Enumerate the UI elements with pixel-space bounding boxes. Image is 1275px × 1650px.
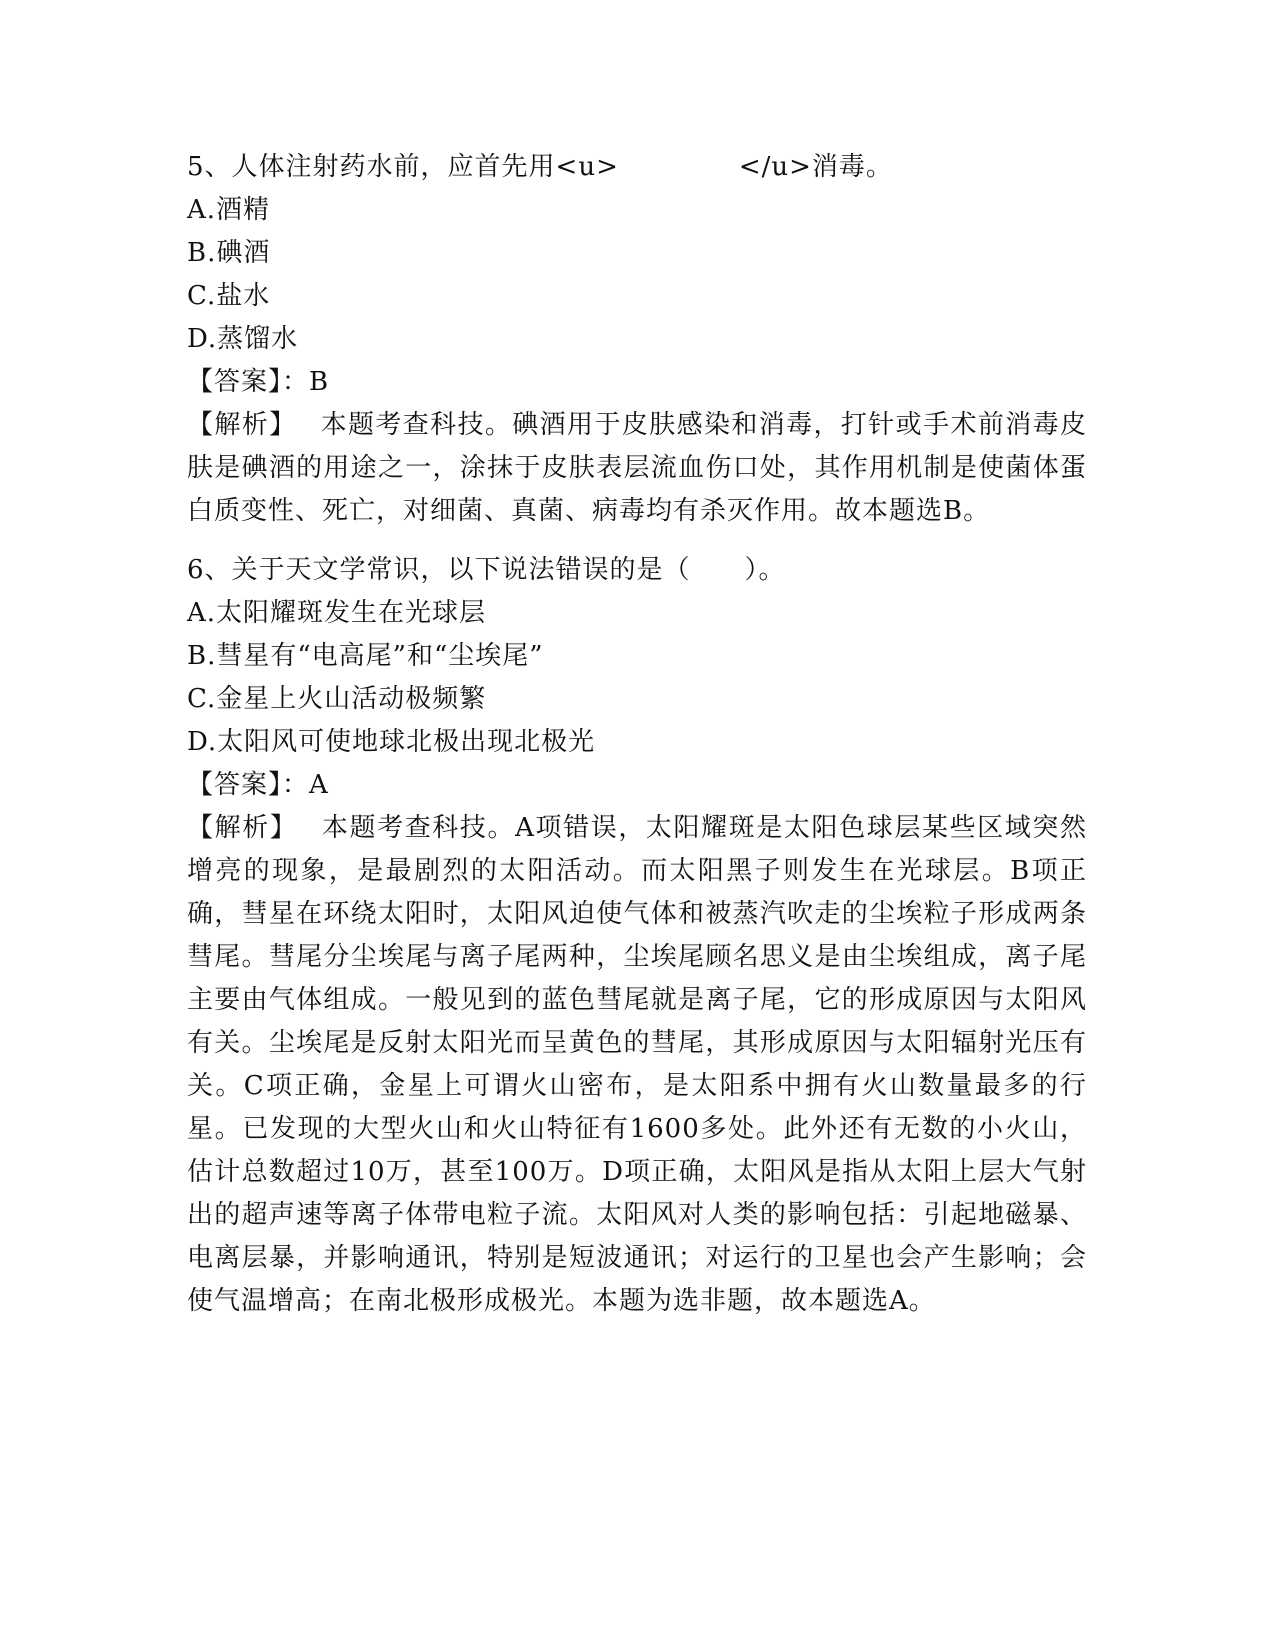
document-content [187, 146, 1087, 1323]
question-6-option-d: D.太阳风可使地球北极出现北极光 [187, 727, 596, 757]
question-5-stem-before: 5、人体注射药水前，应首先用<u> [187, 152, 619, 182]
question-5-stem [187, 146, 1087, 189]
question-spacer [187, 533, 1087, 549]
question-6-stem: 6、关于天文学常识，以下说法错误的是（ ）。 [187, 555, 786, 585]
question-6-option-c: C.金星上火山活动极频繁 [187, 684, 487, 714]
question-6-option-a: A.太阳耀斑发生在光球层 [187, 598, 487, 628]
question-5-analysis: 【解析】 本题考查科技。碘酒用于皮肤感染和消毒，打针或手术前消毒皮肤是碘酒的用途之一，涂抹于皮肤表层流血伤口处，其作用机制是使菌体蛋白质变性、死亡，对细菌、真菌、病毒均有杀灭作用。故本题选B。 [187, 410, 1087, 526]
question-6-option-b: B.彗星有“电高尾”和“尘埃尾” [187, 641, 544, 671]
question-5-option-b: B.碘酒 [187, 238, 271, 268]
question-5-option-d: D.蒸馏水 [187, 324, 299, 354]
question-6-answer: 【答案】：A [187, 770, 329, 800]
question-5-option-c: C.盐水 [187, 281, 271, 311]
question-5-option-a: A.酒精 [187, 195, 271, 225]
question-5-stem-after: </u>消毒。 [738, 152, 893, 182]
question-5-answer: 【答案】：B [187, 367, 330, 397]
question-6-analysis: 【解析】 本题考查科技。A项错误，太阳耀斑是太阳色球层某些区域突然增亮的现象，是最剧烈的太阳活动。而太阳黑子则发生在光球层。B项正确，彗星在环绕太阳时，太阳风迫使气体和被蒸汽吹走的尘埃粒子形成两条彗尾。彗尾分尘埃尾与离子尾两种，尘埃尾顾名思义是由尘埃组成，离子尾主要由气体组成。一般见到的蓝色彗尾就是离子尾，它的形成原因与太阳风有关。尘埃尾是反射太阳光而呈黄色的彗尾，其形成原因与太阳辐射光压有关。C项正确，金星上可谓火山密布，是太阳系中拥有火山数量最多的行星。已发现的大型火山和火山特征有1600多处。此外还有无数的小火山，估计总数超过10万，甚至100万。D项正确，太阳风是指从太阳上层大气射出的超声速等离子体带电粒子流。太阳风对人类的影响包括：引起地磁暴、电离层暴，并影响通讯，特别是短波通讯；对运行的卫星也会产生影响；会使气温增高；在南北极形成极光。本题为选非题，故本题选A。 [187, 813, 1087, 1316]
